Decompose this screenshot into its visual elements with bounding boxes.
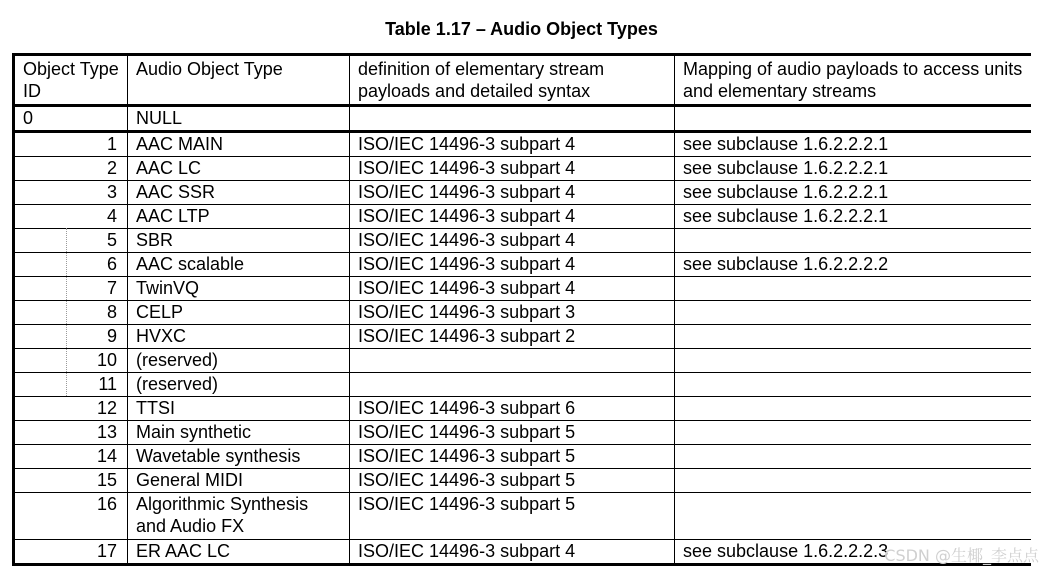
cell-audio-object-type: AAC LTP	[128, 205, 350, 229]
cell-definition	[350, 106, 675, 132]
cell-audio-object-type: AAC scalable	[128, 253, 350, 277]
cell-definition	[350, 349, 675, 373]
cell-mapping	[675, 421, 1032, 445]
cell-definition: ISO/IEC 14496-3 subpart 4	[350, 157, 675, 181]
cell-audio-object-type: Wavetable synthesis	[128, 445, 350, 469]
cell-object-type-id: 15	[14, 469, 128, 493]
cell-mapping	[675, 277, 1032, 301]
table-title: Table 1.17 – Audio Object Types	[385, 19, 658, 39]
cell-audio-object-type: (reserved)	[128, 373, 350, 397]
header-object-type-id: Object Type ID	[14, 55, 128, 106]
cell-audio-object-type: Main synthetic	[128, 421, 350, 445]
table-row	[14, 205, 1032, 229]
cell-audio-object-type: SBR	[128, 229, 350, 253]
cell-object-type-id: 2	[14, 157, 128, 181]
cell-definition: ISO/IEC 14496-3 subpart 4	[350, 205, 675, 229]
table-row	[14, 229, 1032, 253]
cell-mapping	[675, 397, 1032, 421]
cell-audio-object-type: TwinVQ	[128, 277, 350, 301]
table-row	[14, 325, 1032, 349]
header-mapping: Mapping of audio payloads to access units and elementary streams	[675, 55, 1032, 106]
cell-definition: ISO/IEC 14496-3 subpart 4	[350, 277, 675, 301]
table-row	[14, 445, 1032, 469]
cell-object-type-id: 3	[14, 181, 128, 205]
cell-object-type-id: 14	[14, 445, 128, 469]
table-row	[14, 540, 1032, 565]
cell-object-type-id: 7	[14, 277, 128, 301]
cell-definition	[350, 373, 675, 397]
watermark: CSDN @生椰_李点点	[884, 546, 1039, 565]
table-row	[14, 181, 1032, 205]
cell-mapping	[675, 229, 1032, 253]
cell-audio-object-type: NULL	[128, 106, 350, 132]
cell-mapping	[675, 106, 1032, 132]
cell-object-type-id: 8	[14, 301, 128, 325]
table-row	[14, 397, 1032, 421]
cell-mapping: see subclause 1.6.2.2.2.1	[675, 132, 1032, 157]
cell-definition: ISO/IEC 14496-3 subpart 4	[350, 540, 675, 565]
cell-definition: ISO/IEC 14496-3 subpart 4	[350, 253, 675, 277]
header-audio-object-type: Audio Object Type	[128, 55, 350, 106]
cell-mapping: see subclause 1.6.2.2.2.1	[675, 205, 1032, 229]
cell-object-type-id: 13	[14, 421, 128, 445]
cell-mapping	[675, 469, 1032, 493]
cell-mapping	[675, 301, 1032, 325]
cell-audio-object-type: General MIDI	[128, 469, 350, 493]
cell-object-type-id: 17	[14, 540, 128, 565]
table-row	[14, 493, 1032, 540]
cell-mapping	[675, 373, 1032, 397]
table-row	[14, 469, 1032, 493]
cell-object-type-id: 4	[14, 205, 128, 229]
cell-object-type-id: 5	[14, 229, 128, 253]
header-definition: definition of elementary stream payloads and detailed syntax	[350, 55, 675, 106]
table-row	[14, 157, 1032, 181]
cell-object-type-id: 1	[14, 132, 128, 157]
cell-object-type-id: 11	[14, 373, 128, 397]
cell-definition: ISO/IEC 14496-3 subpart 3	[350, 301, 675, 325]
cell-mapping: see subclause 1.6.2.2.2.1	[675, 181, 1032, 205]
cell-mapping: see subclause 1.6.2.2.2.2	[675, 253, 1032, 277]
table-row	[14, 106, 1032, 132]
cell-definition: ISO/IEC 14496-3 subpart 4	[350, 132, 675, 157]
cell-definition: ISO/IEC 14496-3 subpart 5	[350, 421, 675, 445]
dotted-mark	[66, 228, 71, 396]
cell-definition: ISO/IEC 14496-3 subpart 4	[350, 229, 675, 253]
cell-definition: ISO/IEC 14496-3 subpart 5	[350, 493, 675, 540]
cell-mapping	[675, 349, 1032, 373]
cell-object-type-id: 6	[14, 253, 128, 277]
cell-audio-object-type: AAC SSR	[128, 181, 350, 205]
audio-object-types-table	[12, 53, 1031, 566]
cell-definition: ISO/IEC 14496-3 subpart 5	[350, 469, 675, 493]
cell-audio-object-type: CELP	[128, 301, 350, 325]
table-row	[14, 132, 1032, 157]
cell-audio-object-type: Algorithmic Synthesis and Audio FX	[128, 493, 350, 540]
table-row	[14, 349, 1032, 373]
cell-object-type-id: 0	[14, 106, 128, 132]
cell-audio-object-type: ER AAC LC	[128, 540, 350, 565]
table-row	[14, 421, 1032, 445]
cell-definition: ISO/IEC 14496-3 subpart 6	[350, 397, 675, 421]
cell-audio-object-type: AAC MAIN	[128, 132, 350, 157]
cell-object-type-id: 16	[14, 493, 128, 540]
cell-mapping	[675, 493, 1032, 540]
cell-audio-object-type: TTSI	[128, 397, 350, 421]
cell-mapping	[675, 325, 1032, 349]
table-container	[12, 53, 1031, 572]
table-row	[14, 373, 1032, 397]
cell-object-type-id: 10	[14, 349, 128, 373]
cell-definition: ISO/IEC 14496-3 subpart 2	[350, 325, 675, 349]
cell-object-type-id: 9	[14, 325, 128, 349]
table-row	[14, 253, 1032, 277]
cell-audio-object-type: AAC LC	[128, 157, 350, 181]
cell-definition: ISO/IEC 14496-3 subpart 5	[350, 445, 675, 469]
cell-mapping: see subclause 1.6.2.2.2.3	[675, 540, 1032, 565]
cell-mapping: see subclause 1.6.2.2.2.1	[675, 157, 1032, 181]
table-header-row	[14, 55, 1032, 106]
cell-mapping	[675, 445, 1032, 469]
cell-audio-object-type: (reserved)	[128, 349, 350, 373]
cell-audio-object-type: HVXC	[128, 325, 350, 349]
cell-object-type-id: 12	[14, 397, 128, 421]
cell-definition: ISO/IEC 14496-3 subpart 4	[350, 181, 675, 205]
table-row	[14, 277, 1032, 301]
table-row	[14, 301, 1032, 325]
